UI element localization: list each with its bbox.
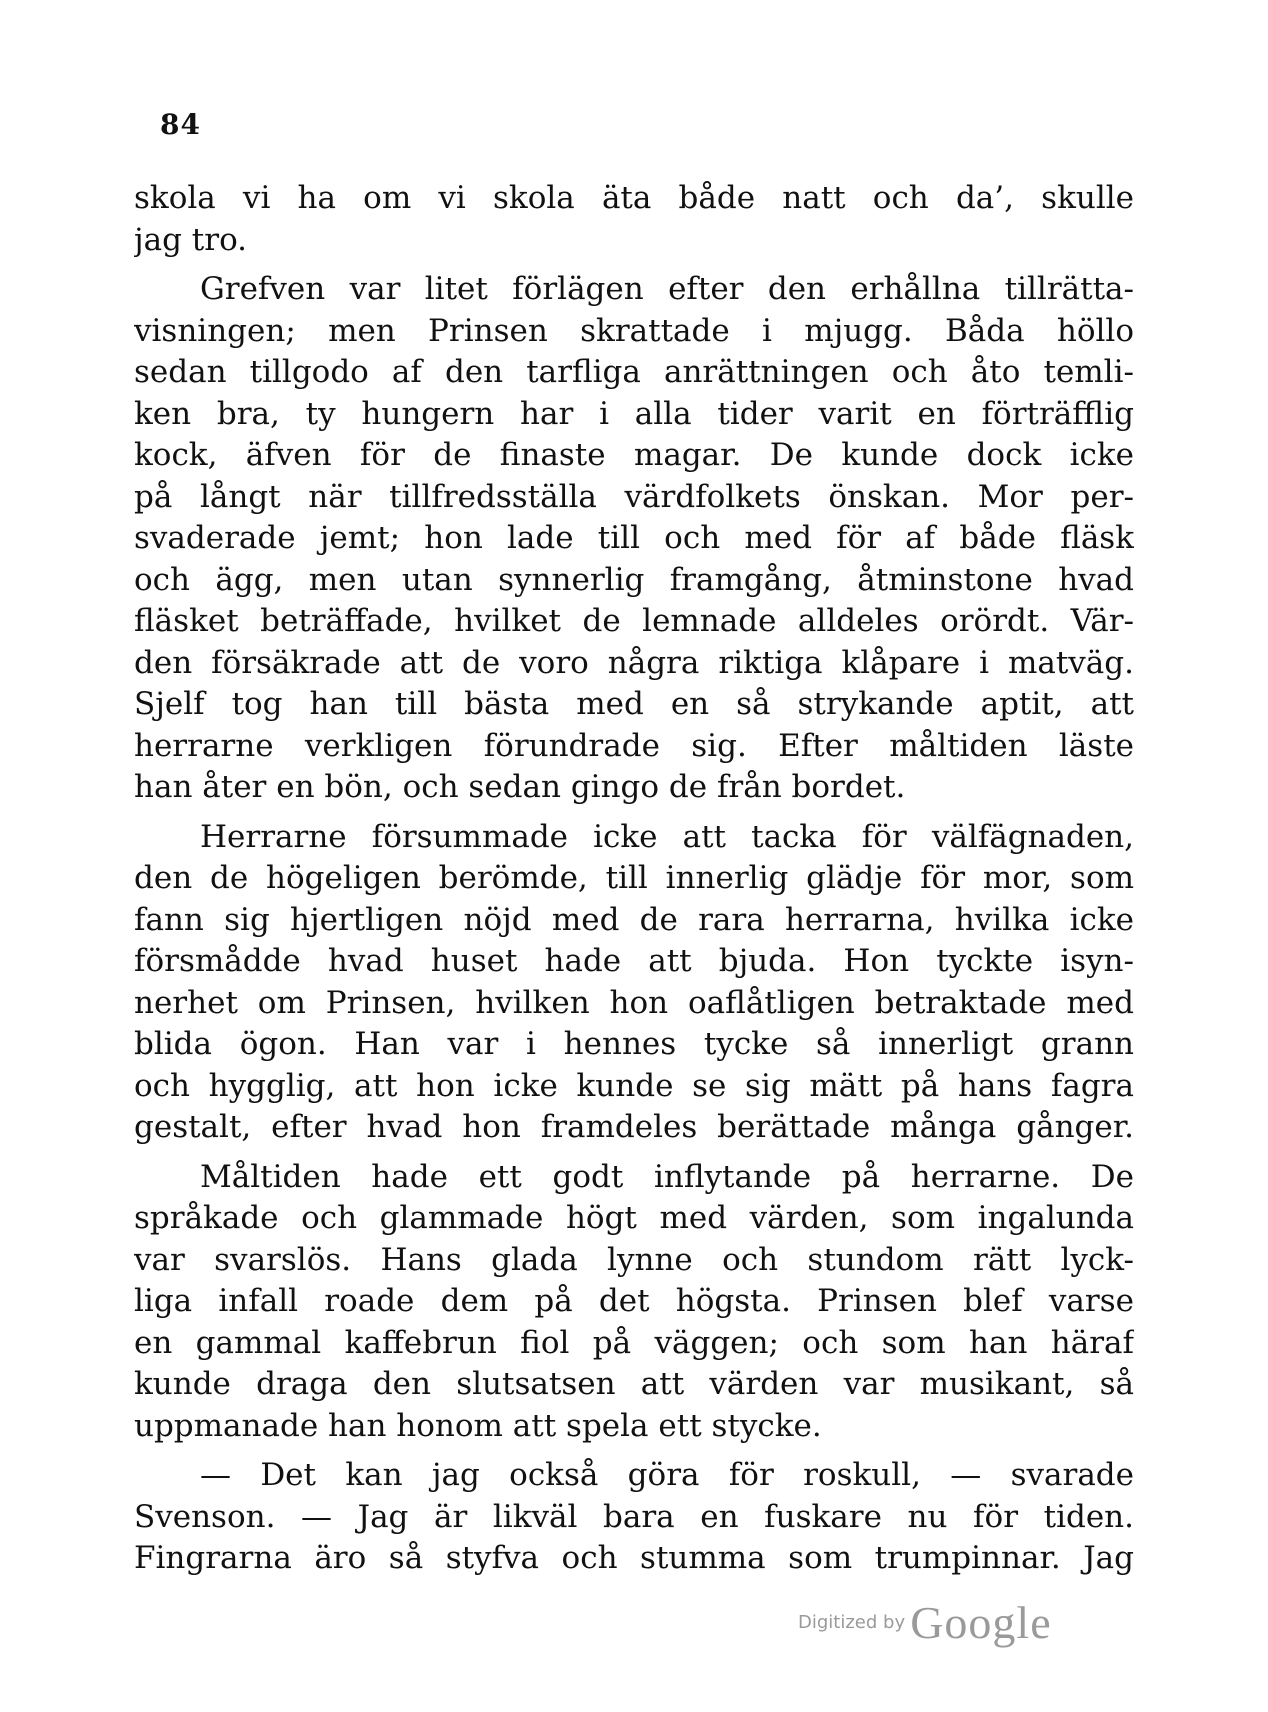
text-line: Grefven var litet förlägen efter den erhållna tillrätta- [200,271,1134,307]
paragraph [134,178,1134,261]
text-line: fläsket beträffade, hvilket de lemnade alldeles orördt. Vär- [134,603,1134,639]
text-line: försmådde hvad huset hade att bjuda. Hon tyckte isyn- [134,943,1134,979]
text-line: ken bra, ty hungern har i alla tider varit en förträfflig [134,395,1134,432]
paragraph [134,269,1134,809]
text-line: Herrarne försummade icke att tacka för välfägnaden, [200,818,1134,855]
text-line: gestalt, efter hvad hon framdeles berättade många gånger. [134,1109,1134,1145]
text-line: Måltiden hade ett godt inflytande på herrarne. De [200,1158,1134,1195]
text-line: kunde draga den slutsatsen att värden var musikant, så [134,1366,1134,1402]
text-line: blida ögon. Han var i hennes tycke så innerligt grann [134,1026,1134,1062]
paragraph [134,1157,1134,1448]
text-line: herrarne verkligen förundrade sig. Efter måltiden läste [134,727,1134,764]
text-line: liga infall roade dem på det högsta. Prinsen blef varse [134,1283,1134,1319]
text-line: Fingrarna äro så styfva och stumma som trumpinnar. Jag [134,1540,1134,1576]
text-line: Svenson. — Jag är likväl bara en fuskare nu för tiden. [134,1498,1134,1535]
paragraph [134,817,1134,1149]
text-line: kock, äfven för de finaste magar. De kunde dock icke [134,437,1134,473]
text-line: Sjelf tog han till bästa med en så strykande aptit, att [134,686,1134,722]
text-line: var svarslös. Hans glada lynne och stundom rätt lyck- [134,1241,1134,1278]
text-line: sedan tillgodo af den tarfliga anrättningen och åto temli- [134,354,1134,390]
text-line: en gammal kaffebrun fiol på väggen; och som han häraf [134,1324,1134,1361]
text-line: på långt när tillfredsställa värdfolkets önskan. Mor per- [134,478,1134,515]
text-line: och ägg, men utan synnerlig framgång, åtminstone hvad [134,561,1134,598]
google-logo: Google [910,1597,1052,1648]
text-line: — Det kan jag också göra för roskull, — svarade [200,1457,1134,1493]
text-line: uppmanade han honom att spela ett stycke. [134,1407,822,1444]
digitized-by-google-watermark [798,1596,1052,1649]
text-line: och hygglig, att hon icke kunde se sig mätt på hans fagra [134,1067,1134,1104]
text-line: fann sig hjertligen nöjd med de rara herrarna, hvilka icke [134,901,1134,938]
paragraph [134,1455,1134,1580]
text-line: skola vi ha om vi skola äta både natt och da’, skulle [134,180,1134,216]
text-line: visningen; men Prinsen skrattade i mjugg. Båda höllo [134,312,1134,349]
page-number: 84 [160,108,201,141]
text-line: jag tro. [134,221,248,258]
text-line: den de högeligen berömde, till innerlig glädje för mor, som [134,860,1134,896]
body-text [134,178,1134,1580]
text-line: den försäkrade att de voro några riktiga klåpare i matväg. [134,644,1134,681]
text-line: språkade och glammade högt med värden, som ingalunda [134,1200,1134,1236]
watermark-prefix: Digitized by [798,1612,906,1633]
text-line: han åter en bön, och sedan gingo de från bordet. [134,769,906,805]
text-line: nerhet om Prinsen, hvilken hon oaflåtligen betraktade med [134,984,1134,1021]
text-line: svaderade jemt; hon lade till och med för af både fläsk [134,520,1134,556]
